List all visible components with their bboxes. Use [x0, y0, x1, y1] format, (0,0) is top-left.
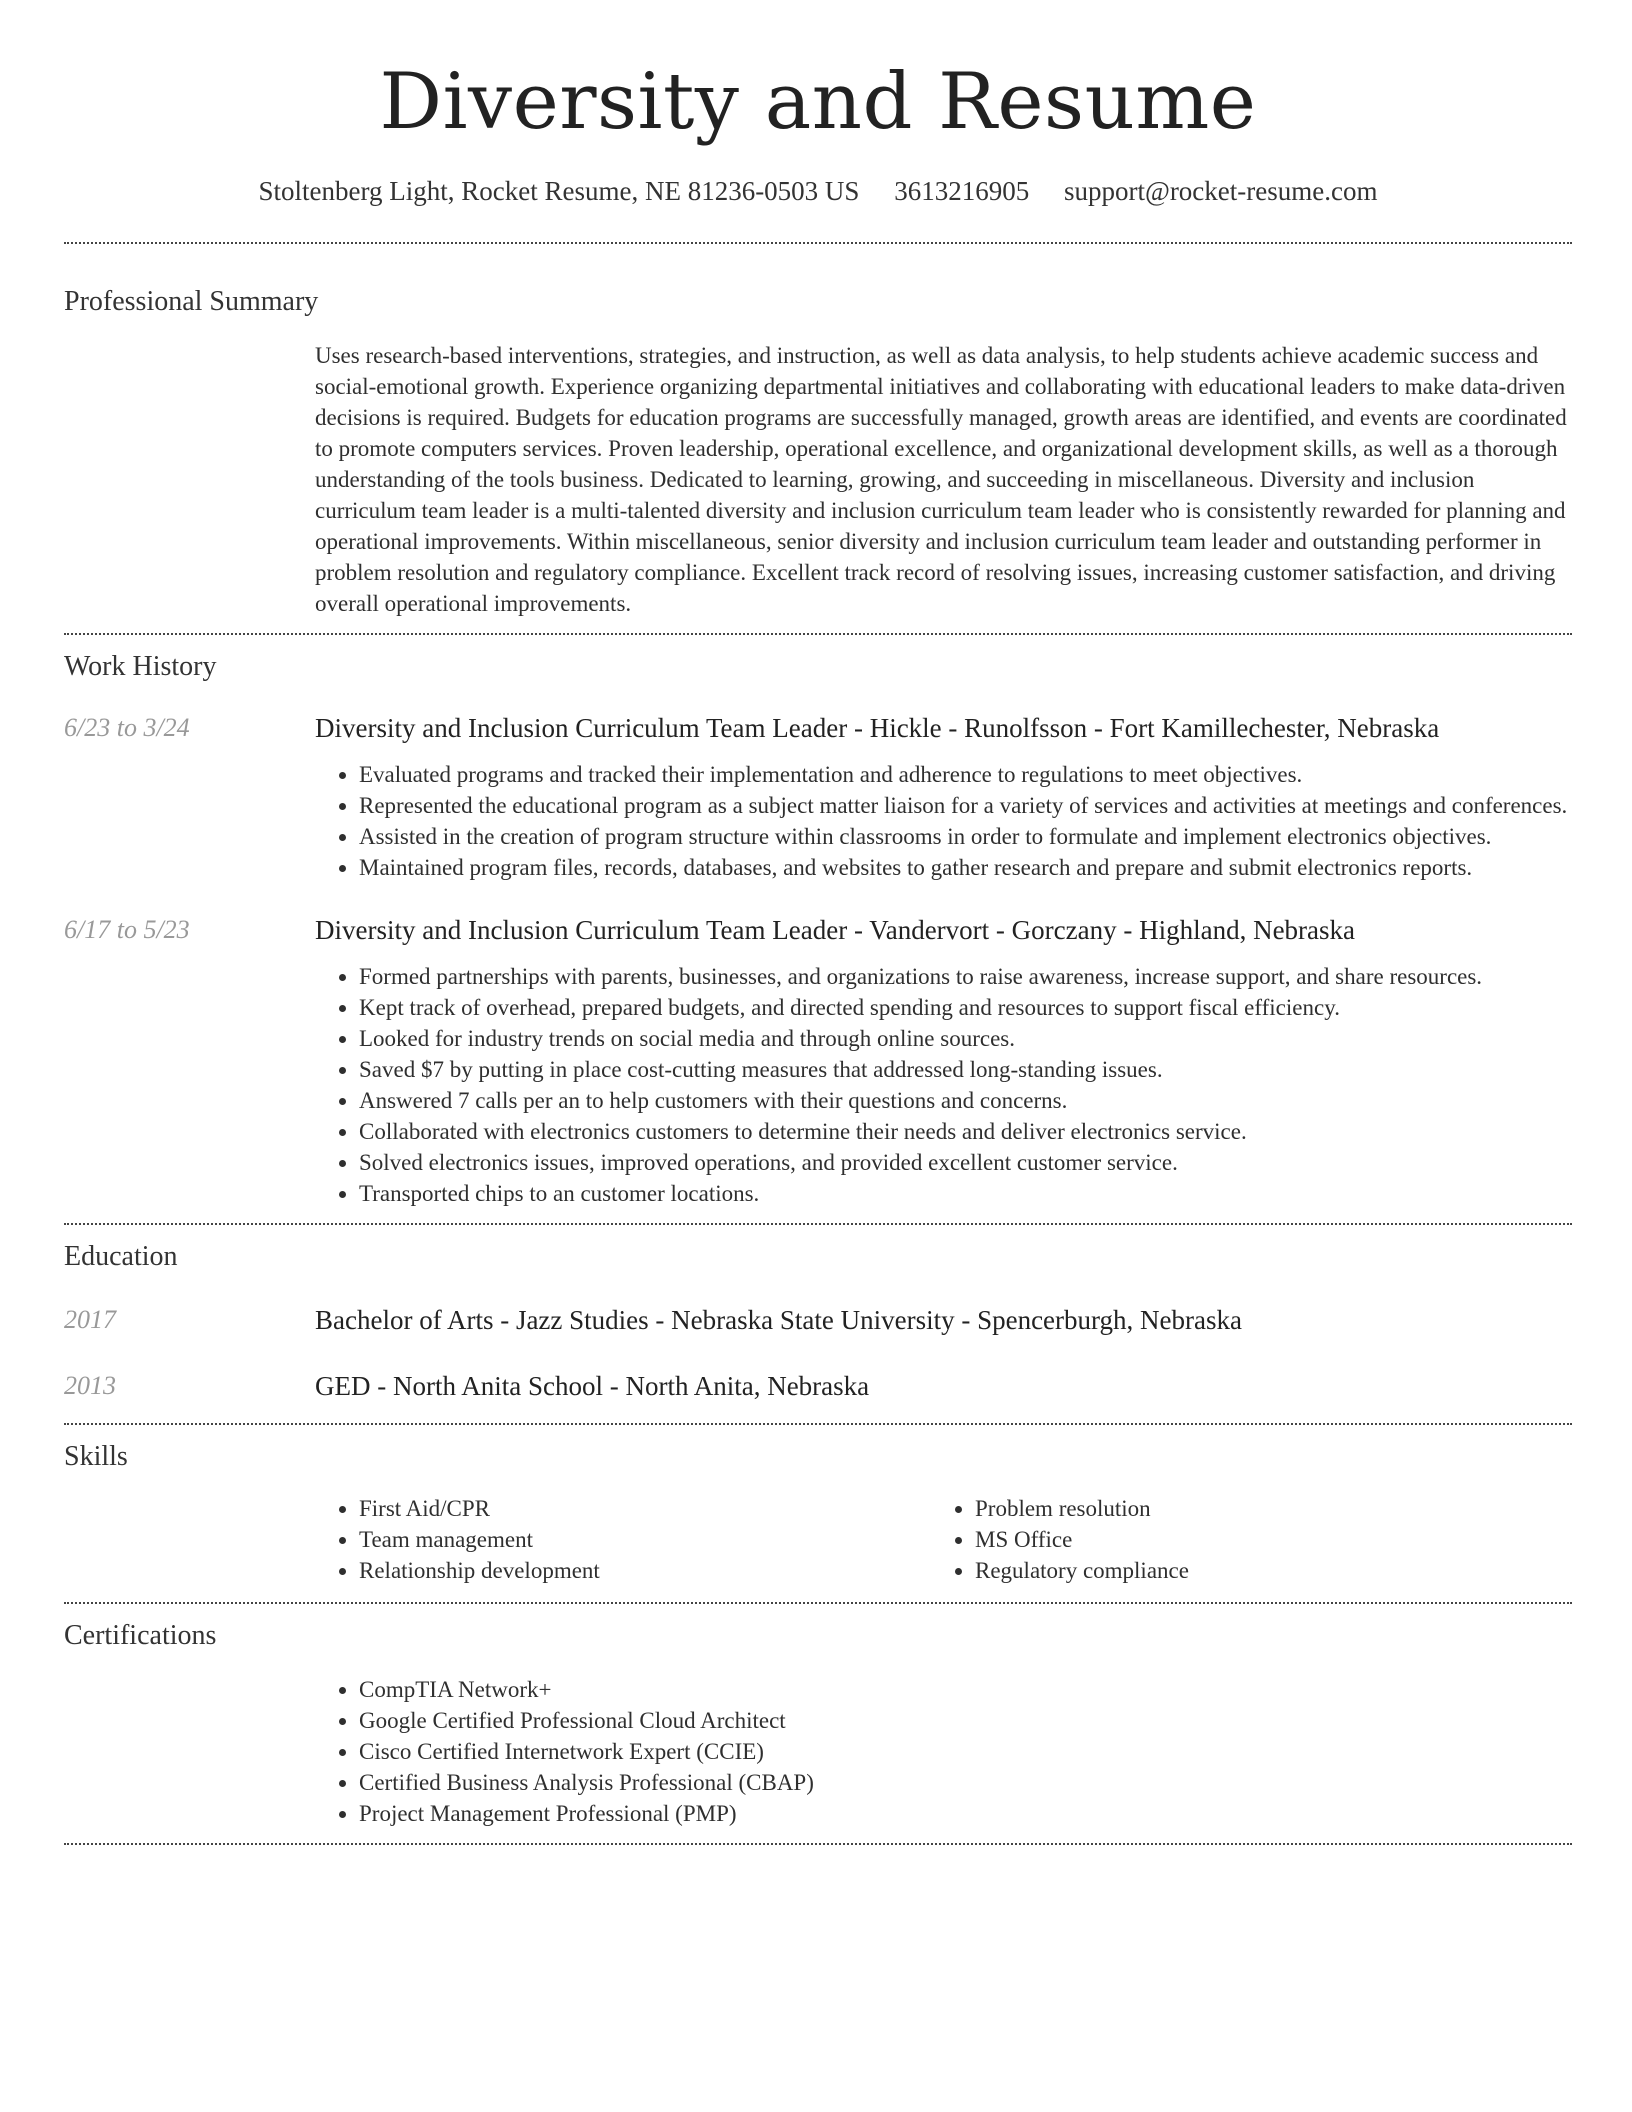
job-entry: [64, 913, 1572, 1209]
section-divider: [64, 1843, 1572, 1845]
section-divider: [64, 242, 1572, 244]
contact-phone: 3613216905: [894, 176, 1030, 206]
job-title: Diversity and Inclusion Curriculum Team Leader - Vandervort - Gorczany - Highland, Nebraska: [315, 915, 1356, 945]
section-title-skills: Skills: [64, 1441, 128, 1472]
job-bullet: • Transported chips to an customer locations.: [359, 1178, 1572, 1209]
skills-list-left: [315, 1493, 931, 1586]
education-degree: Bachelor of Arts - Jazz Studies - Nebraska State University - Spencerburgh, Nebraska: [315, 1305, 1242, 1335]
certification-item: • CompTIA Network+: [359, 1674, 1572, 1705]
job-dates: 6/17 to 5/23: [64, 915, 190, 944]
contact-email: support@rocket-resume.com: [1063, 176, 1378, 206]
skill-item: • Regulatory compliance: [975, 1555, 1547, 1586]
work-history-section: [64, 649, 1572, 1223]
job-bullets: [315, 961, 1572, 1209]
contact-line: [64, 174, 1572, 208]
skill-item: • Team management: [359, 1524, 931, 1555]
job-bullets: [315, 759, 1572, 883]
skills-grid: [315, 1493, 1572, 1586]
section-title-certifications: Certifications: [64, 1620, 217, 1651]
job-bullet: • Represented the educational program as a subject matter liaison for a variety of services and activities at meetings and conferences.: [359, 790, 1572, 821]
skill-item: • Problem resolution: [975, 1493, 1547, 1524]
resume-page: [64, 0, 1572, 1845]
candidate-name: Diversity and Resume: [379, 57, 1257, 147]
section-divider: [64, 1223, 1572, 1225]
education-entry: [64, 1369, 1572, 1403]
certification-item: • Certified Business Analysis Professional (CBAP): [359, 1767, 1572, 1798]
certifications-list: [315, 1674, 1572, 1829]
job-entry: [64, 711, 1572, 883]
certifications-section: [64, 1618, 1572, 1843]
job-bullet: • Collaborated with electronics customers to determine their needs and deliver electronics service.: [359, 1116, 1572, 1147]
section-divider: [64, 633, 1572, 635]
certification-item: • Project Management Professional (PMP): [359, 1798, 1572, 1829]
job-bullet: • Looked for industry trends on social media and through online sources.: [359, 1023, 1572, 1054]
skills-section: [64, 1439, 1572, 1602]
education-degree: GED - North Anita School - North Anita, Nebraska: [315, 1371, 870, 1401]
certification-item: • Cisco Certified Internetwork Expert (CCIE): [359, 1736, 1572, 1767]
job-bullet: • Solved electronics issues, improved operations, and provided excellent customer service.: [359, 1147, 1572, 1178]
job-bullet: • Kept track of overhead, prepared budgets, and directed spending and resources to support fiscal efficiency.: [359, 992, 1572, 1023]
summary-text: Uses research-based interventions, strategies, and instruction, as well as data analysis, to help students achieve academic success and social-emotional growth. Experience organizing departmental initiatives and collaborating with educational leaders to make data-driven decisions is required. Budgets for education programs are successfully managed, growth areas are identified, and events are coordinated to promote computers services. Proven leadership, operational excellence, and organizational development skills, as well as a thorough understanding of the tools business. Dedicated to learning, growing, and succeeding in miscellaneous. Diversity and inclusion curriculum team leader is a multi-talented diversity and inclusion curriculum team leader who is consistently rewarded for planning and operational improvements. Within miscellaneous, senior diversity and inclusion curriculum team leader and outstanding performer in problem resolution and regulatory compliance. Excellent track record of resolving issues, increasing customer satisfaction, and driving overall operational improvements.: [315, 343, 1567, 616]
section-title-education: Education: [64, 1241, 178, 1272]
section-divider: [64, 1423, 1572, 1425]
education-section: [64, 1239, 1572, 1423]
job-bullet: • Maintained program files, records, databases, and websites to gather research and prepare and submit electronics reports.: [359, 852, 1572, 883]
job-dates: 6/23 to 3/24: [64, 713, 190, 742]
contact-address: Stoltenberg Light, Rocket Resume, NE 81236-0503 US: [258, 176, 860, 206]
resume-header: [64, 0, 1572, 208]
job-title: Diversity and Inclusion Curriculum Team Leader - Hickle - Runolfsson - Fort Kamillechester, Nebraska: [315, 713, 1440, 743]
skills-list-right: [931, 1493, 1547, 1586]
certification-item: • Google Certified Professional Cloud Architect: [359, 1705, 1572, 1736]
job-bullet: • Answered 7 calls per an to help customers with their questions and concerns.: [359, 1085, 1572, 1116]
skill-item: • MS Office: [975, 1524, 1547, 1555]
job-bullet: • Saved $7 by putting in place cost-cutting measures that addressed long-standing issues.: [359, 1054, 1572, 1085]
education-entry: [64, 1303, 1572, 1337]
education-year: 2013: [64, 1371, 116, 1400]
skill-item: • First Aid/CPR: [359, 1493, 931, 1524]
education-year: 2017: [64, 1305, 116, 1334]
section-title-summary: Professional Summary: [64, 286, 319, 317]
skill-item: • Relationship development: [359, 1555, 931, 1586]
section-divider: [64, 1602, 1572, 1604]
job-bullet: • Formed partnerships with parents, businesses, and organizations to raise awareness, increase support, and share resources.: [359, 961, 1572, 992]
summary-section: [64, 284, 1572, 633]
section-title-work: Work History: [64, 651, 217, 682]
job-bullet: • Evaluated programs and tracked their implementation and adherence to regulations to meet objectives.: [359, 759, 1572, 790]
job-bullet: • Assisted in the creation of program structure within classrooms in order to formulate and implement electronics objectives.: [359, 821, 1572, 852]
